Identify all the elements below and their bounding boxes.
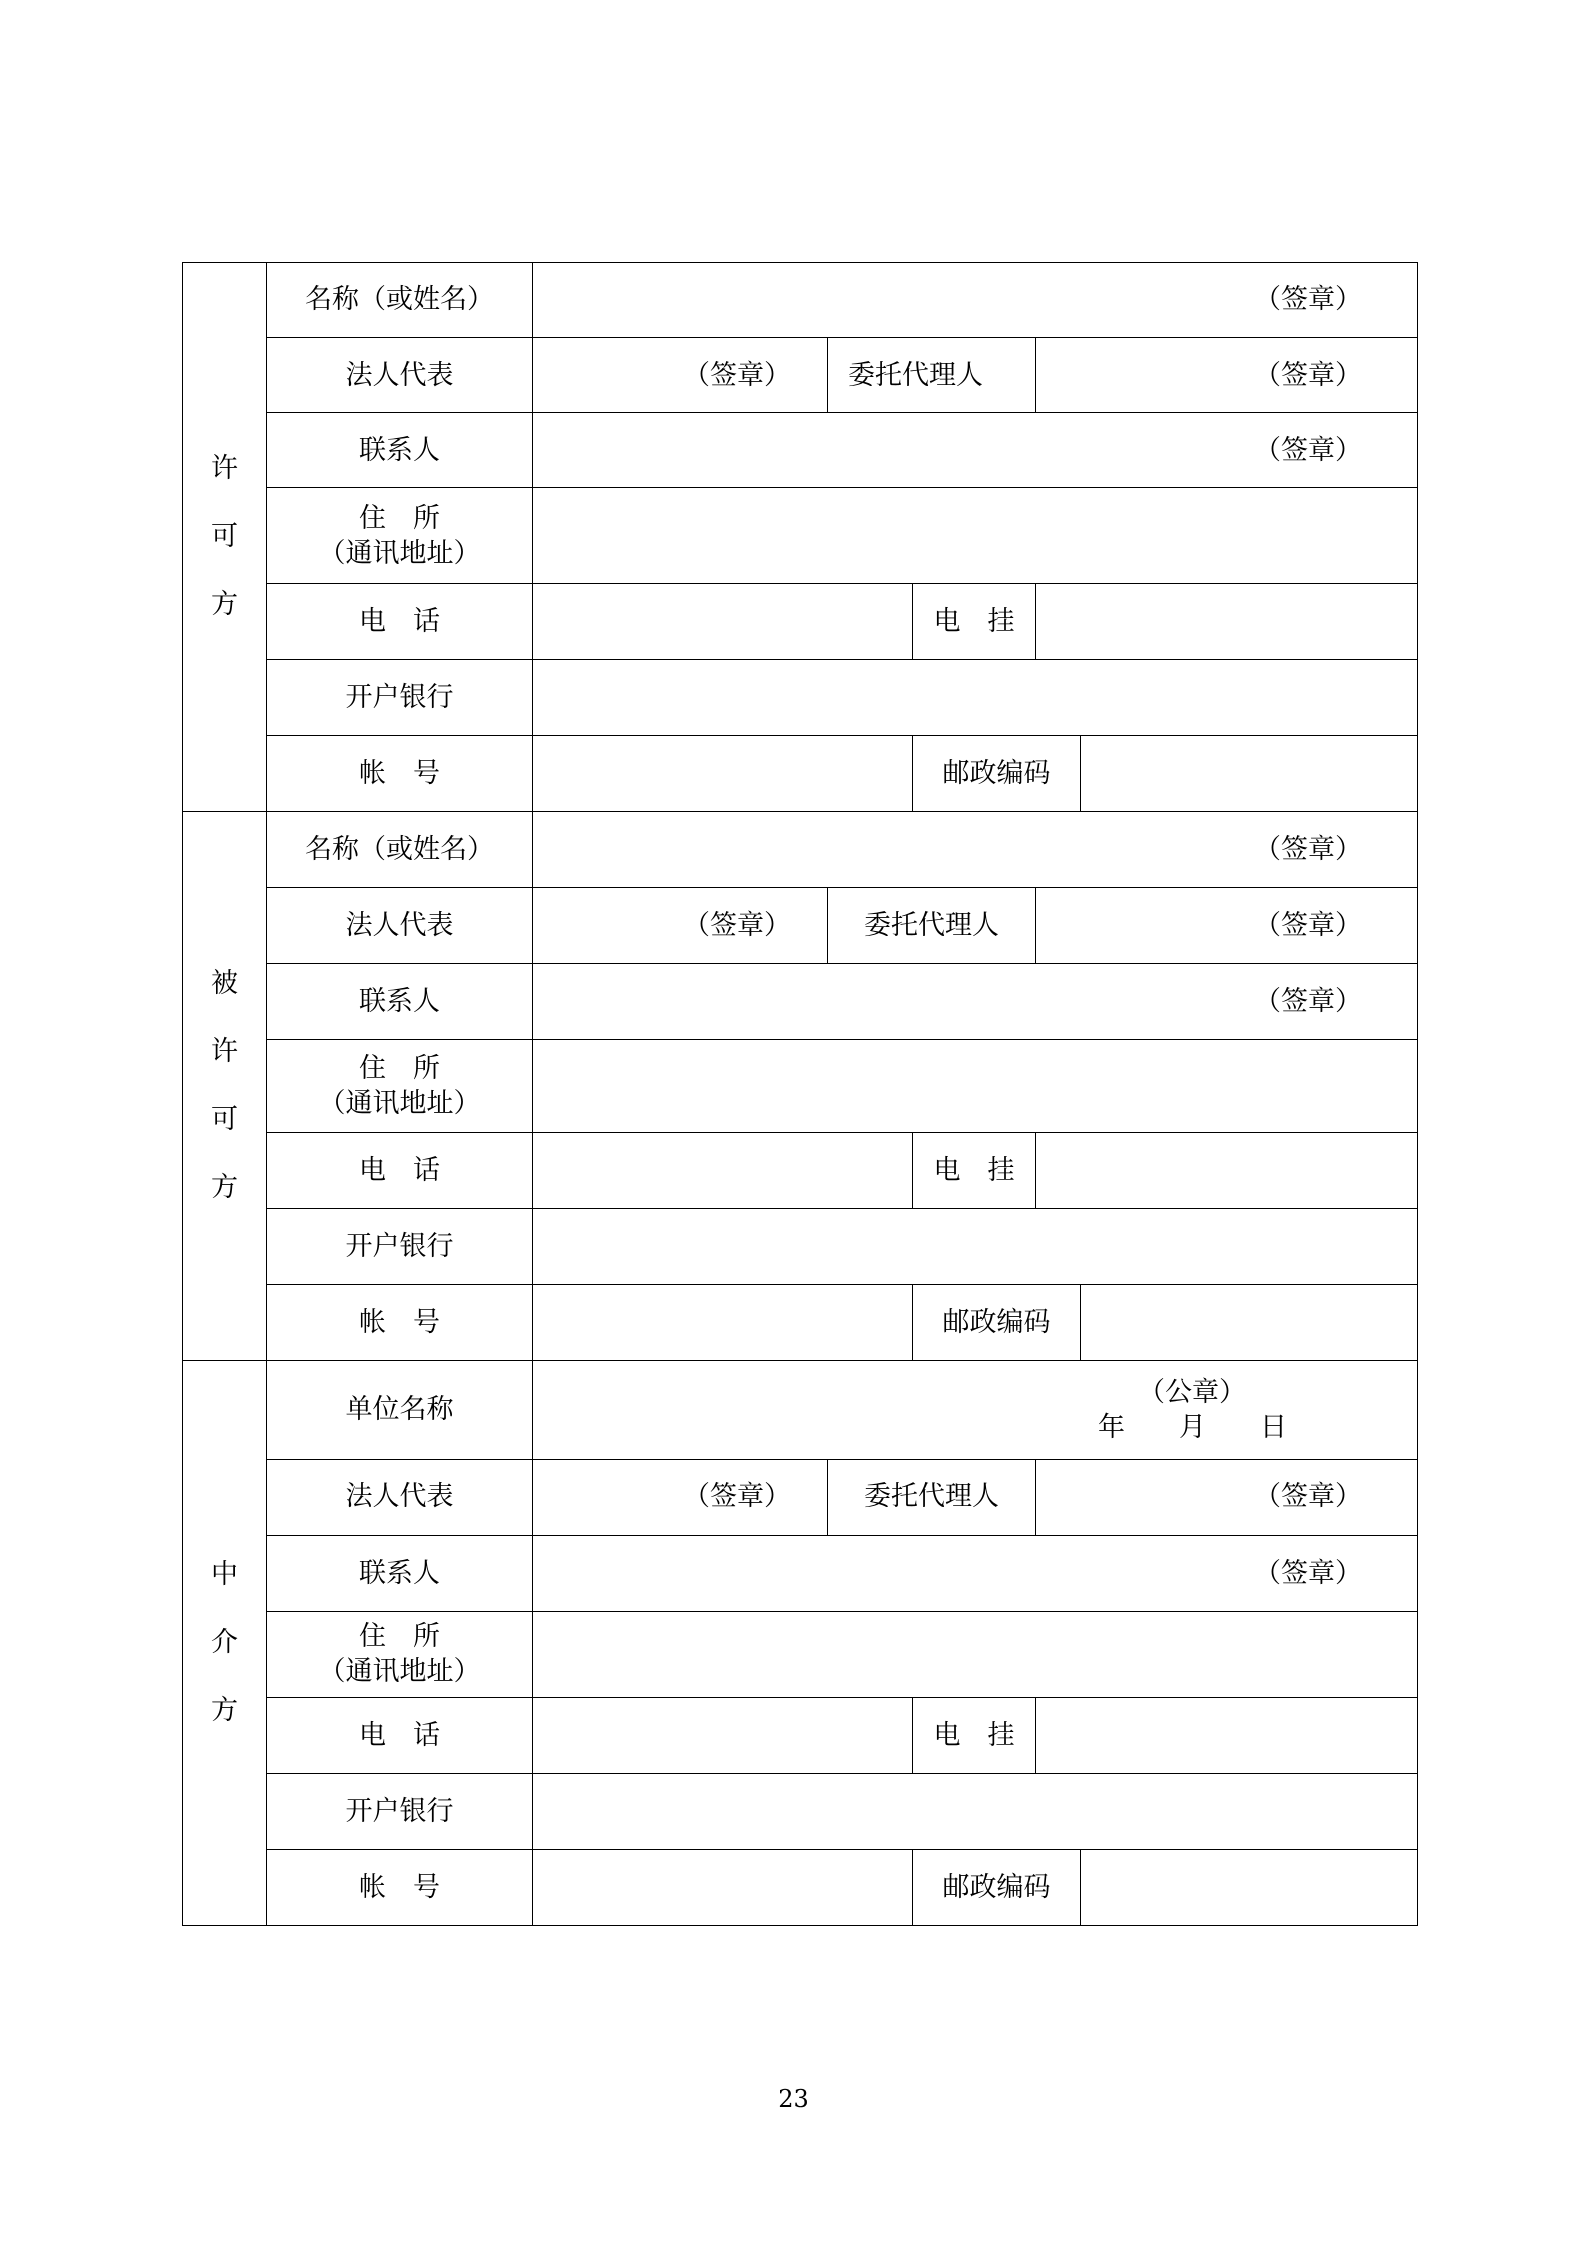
licensee-name-row <box>183 812 1418 888</box>
telegraph-field[interactable] <box>1036 1133 1418 1209</box>
address-label-sub: （通讯地址） <box>318 1656 481 1688</box>
intermediary-contact-row <box>183 1535 1418 1611</box>
phone-field[interactable] <box>533 1697 913 1773</box>
licensor-legal-rep-row <box>183 338 1418 413</box>
agent-label: 委托代理人 <box>828 338 1036 413</box>
address-label <box>267 488 533 584</box>
postcode-label: 邮政编码 <box>913 1849 1081 1925</box>
licensor-phone-row <box>183 584 1418 660</box>
licensee-phone-row <box>183 1133 1418 1209</box>
contact-field[interactable]: （签章） <box>533 413 1418 488</box>
account-field[interactable] <box>533 1285 913 1361</box>
contact-field[interactable]: （签章） <box>533 964 1418 1040</box>
address-field[interactable] <box>533 488 1418 584</box>
telegraph-label: 电 挂 <box>913 1697 1036 1773</box>
phone-label: 电 话 <box>267 584 533 660</box>
address-label <box>267 1040 533 1133</box>
address-label-sub: （通讯地址） <box>318 1088 481 1120</box>
account-label: 帐 号 <box>267 1285 533 1361</box>
phone-field[interactable] <box>533 1133 913 1209</box>
phone-label: 电 话 <box>267 1697 533 1773</box>
telegraph-field[interactable] <box>1036 1697 1418 1773</box>
licensor-address-row <box>183 488 1418 584</box>
bank-field[interactable] <box>533 660 1418 736</box>
party-label: 许可方 <box>211 453 238 621</box>
address-label-sub: （通讯地址） <box>318 537 481 569</box>
account-label: 帐 号 <box>267 736 533 812</box>
bank-label: 开户银行 <box>267 1209 533 1285</box>
licensor-name-row <box>183 263 1418 338</box>
party-label: 被许可方 <box>211 968 238 1204</box>
address-field[interactable] <box>533 1040 1418 1133</box>
intermediary-name-row <box>183 1361 1418 1459</box>
intermediary-legal-rep-row <box>183 1459 1418 1535</box>
address-label-main: 住 所 <box>359 1053 440 1085</box>
party-label: 中介方 <box>211 1559 238 1727</box>
page-number: 23 <box>778 2085 809 2113</box>
unit-name-field[interactable] <box>533 1361 1418 1459</box>
licensee-section-label <box>183 812 267 1361</box>
licensor-contact-row <box>183 413 1418 488</box>
contact-field[interactable]: （签章） <box>533 1535 1418 1611</box>
address-label-main: 住 所 <box>359 502 440 534</box>
licensor-bank-row <box>183 660 1418 736</box>
postcode-field[interactable] <box>1081 1285 1418 1361</box>
licensor-account-row <box>183 736 1418 812</box>
agent-label: 委托代理人 <box>828 888 1036 964</box>
name-field[interactable]: （签章） <box>533 812 1418 888</box>
licensee-legal-rep-row <box>183 888 1418 964</box>
intermediary-address-row <box>183 1611 1418 1697</box>
phone-field[interactable] <box>533 584 913 660</box>
agent-field[interactable]: （签章） <box>1036 1459 1418 1535</box>
address-label <box>267 1611 533 1697</box>
address-label-main: 住 所 <box>359 1621 440 1652</box>
legal-rep-field[interactable]: （签章） <box>533 1459 828 1535</box>
intermediary-account-row <box>183 1849 1418 1925</box>
legal-rep-label: 法人代表 <box>267 1459 533 1535</box>
bank-label: 开户银行 <box>267 1773 533 1849</box>
telegraph-field[interactable] <box>1036 584 1418 660</box>
contact-label: 联系人 <box>267 964 533 1040</box>
account-label: 帐 号 <box>267 1849 533 1925</box>
contact-label: 联系人 <box>267 1535 533 1611</box>
name-field[interactable]: （签章） <box>533 263 1418 338</box>
official-seal-text: （公章） <box>1138 1376 1246 1408</box>
licensee-address-row <box>183 1040 1418 1133</box>
telegraph-label: 电 挂 <box>913 1133 1036 1209</box>
agent-field[interactable]: （签章） <box>1036 888 1418 964</box>
bank-label: 开户银行 <box>267 660 533 736</box>
postcode-label: 邮政编码 <box>913 736 1081 812</box>
intermediary-phone-row <box>183 1697 1418 1773</box>
licensee-contact-row <box>183 964 1418 1040</box>
telegraph-label: 电 挂 <box>913 584 1036 660</box>
legal-rep-label: 法人代表 <box>267 888 533 964</box>
agent-label: 委托代理人 <box>828 1459 1036 1535</box>
name-label: 名称（或姓名） <box>267 263 533 338</box>
postcode-field[interactable] <box>1081 736 1418 812</box>
legal-rep-field[interactable]: （签章） <box>533 888 828 964</box>
legal-rep-label: 法人代表 <box>267 338 533 413</box>
legal-rep-field[interactable]: （签章） <box>533 338 828 413</box>
date-text: 年 月 日 <box>1098 1411 1287 1443</box>
account-field[interactable] <box>533 1849 913 1925</box>
phone-label: 电 话 <box>267 1133 533 1209</box>
name-label: 名称（或姓名） <box>267 812 533 888</box>
licensor-section-label <box>183 263 267 812</box>
intermediary-section-label <box>183 1361 267 1926</box>
contract-parties-form <box>182 262 1418 1926</box>
licensee-bank-row <box>183 1209 1418 1285</box>
account-field[interactable] <box>533 736 913 812</box>
postcode-label: 邮政编码 <box>913 1285 1081 1361</box>
bank-field[interactable] <box>533 1209 1418 1285</box>
agent-field[interactable]: （签章） <box>1036 338 1418 413</box>
bank-field[interactable] <box>533 1773 1418 1849</box>
licensee-account-row <box>183 1285 1418 1361</box>
intermediary-bank-row <box>183 1773 1418 1849</box>
unit-name-label: 单位名称 <box>267 1361 533 1459</box>
address-field[interactable] <box>533 1611 1418 1697</box>
contact-label: 联系人 <box>267 413 533 488</box>
postcode-field[interactable] <box>1081 1849 1418 1925</box>
